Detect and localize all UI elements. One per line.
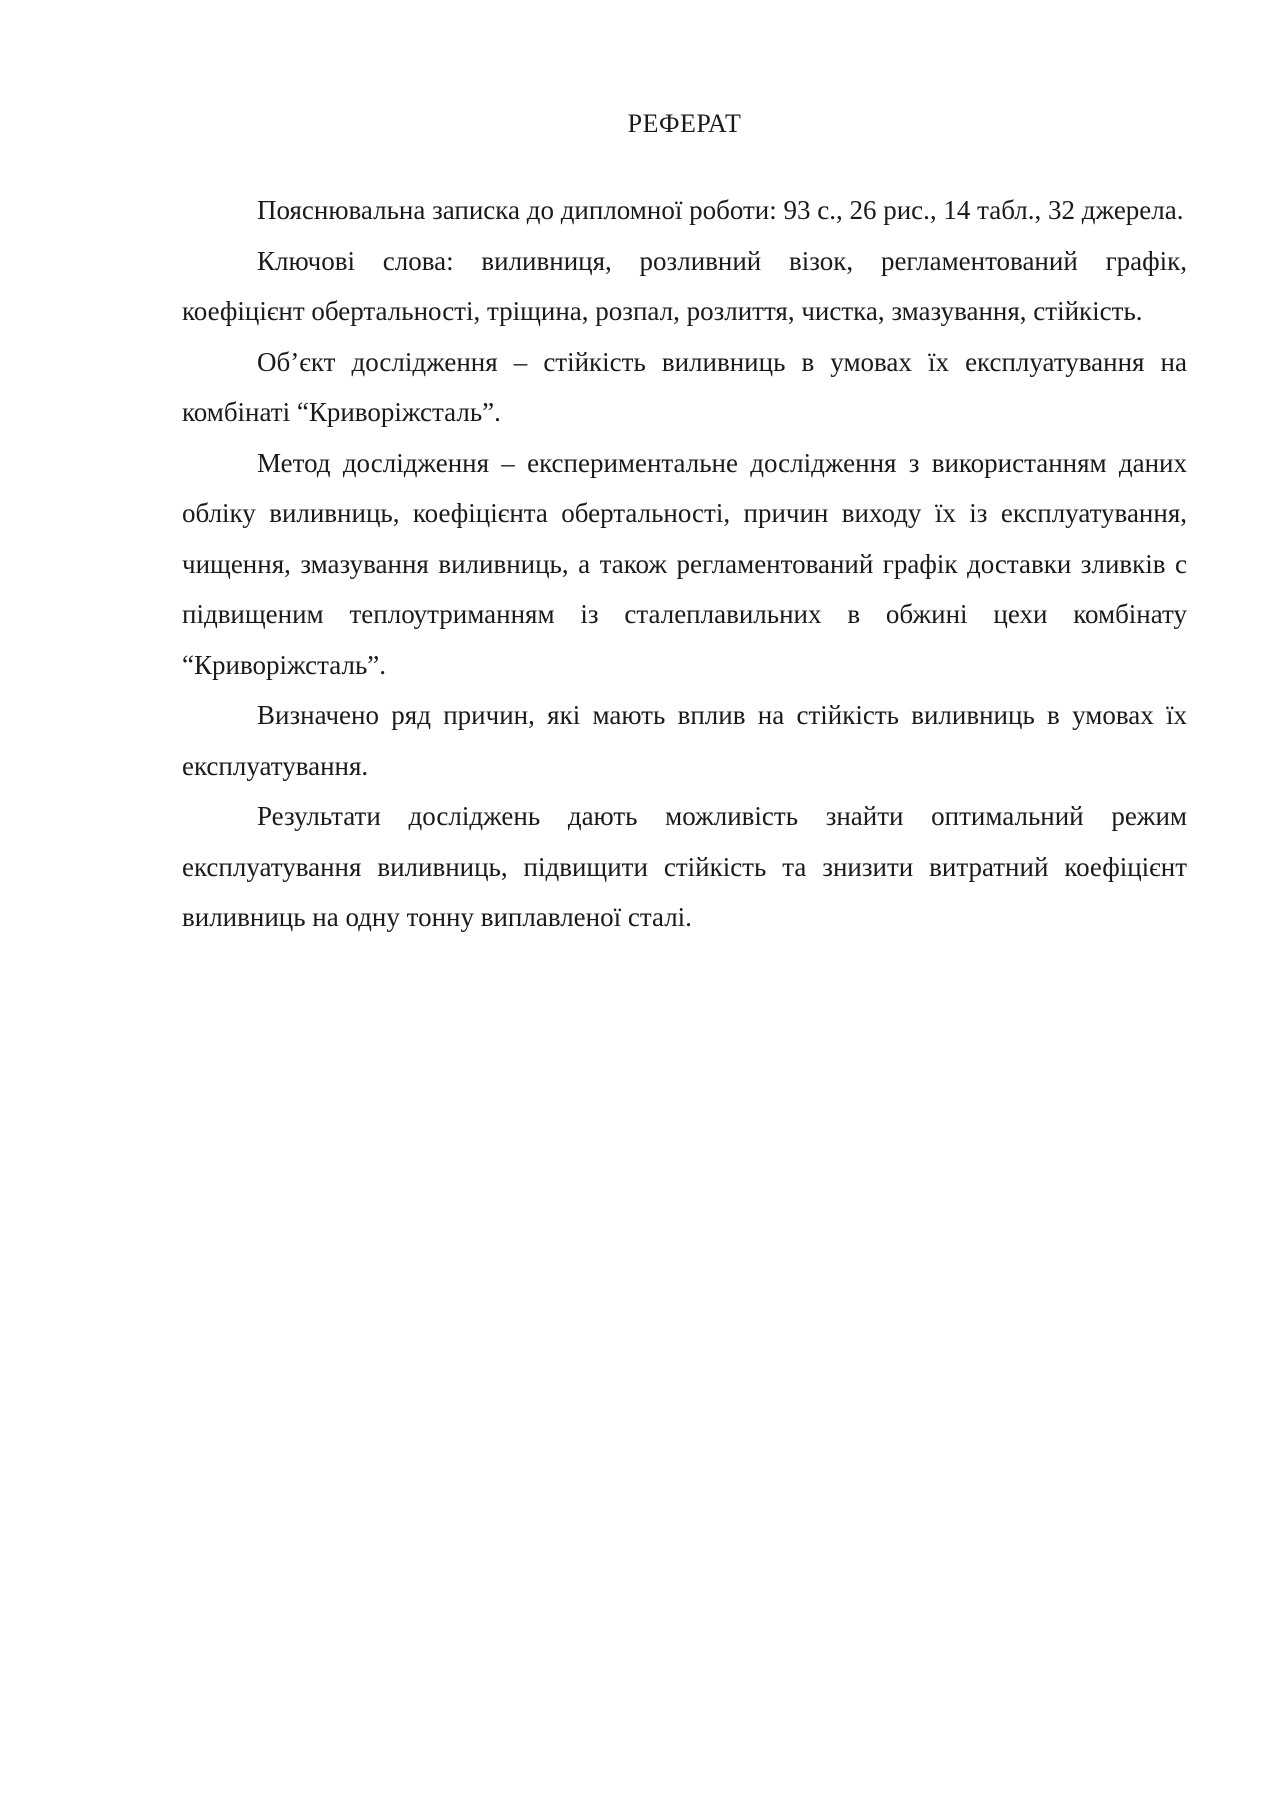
- keywords-paragraph: Ключові слова: виливниця, розливний візок, регламентований графік, коефіцієнт обертальності, тріщина, розпал, розлиття, чистка, змазування, стійкість.: [182, 245, 1187, 327]
- research-method-paragraph: Метод дослідження – експериментальне дослідження з використанням даних обліку виливниць, коефіцієнта обертальності, причин виходу їх із експлуатування, чищення, змазування виливниць, а також регламентований графік доставки зливків с підвищеним теплоутриманням із сталеплавильних в обжині цехи комбінату “Криворіжсталь”.: [182, 447, 1187, 680]
- findings-paragraph: Визначено ряд причин, які мають вплив на стійкість виливниць в умовах їх експлуатування.: [182, 700, 1187, 781]
- results-paragraph: Результати досліджень дають можливість знайти оптимальний режим експлуатування виливниць, підвищити стійкість та знизити витратний коефіцієнт виливниць на одну тонну виплавленої сталі.: [182, 801, 1187, 933]
- summary-paragraph: Пояснювальна записка до дипломної роботи: 93 с., 26 рис., 14 табл., 32 джерела.: [257, 195, 1184, 226]
- document-title: РЕФЕРАТ: [627, 109, 742, 138]
- document-body: [182, 108, 1187, 943]
- research-object-paragraph: Об’єкт дослідження – стійкість виливниць в умовах їх експлуатування на комбінаті “Криворіжсталь”.: [182, 346, 1187, 428]
